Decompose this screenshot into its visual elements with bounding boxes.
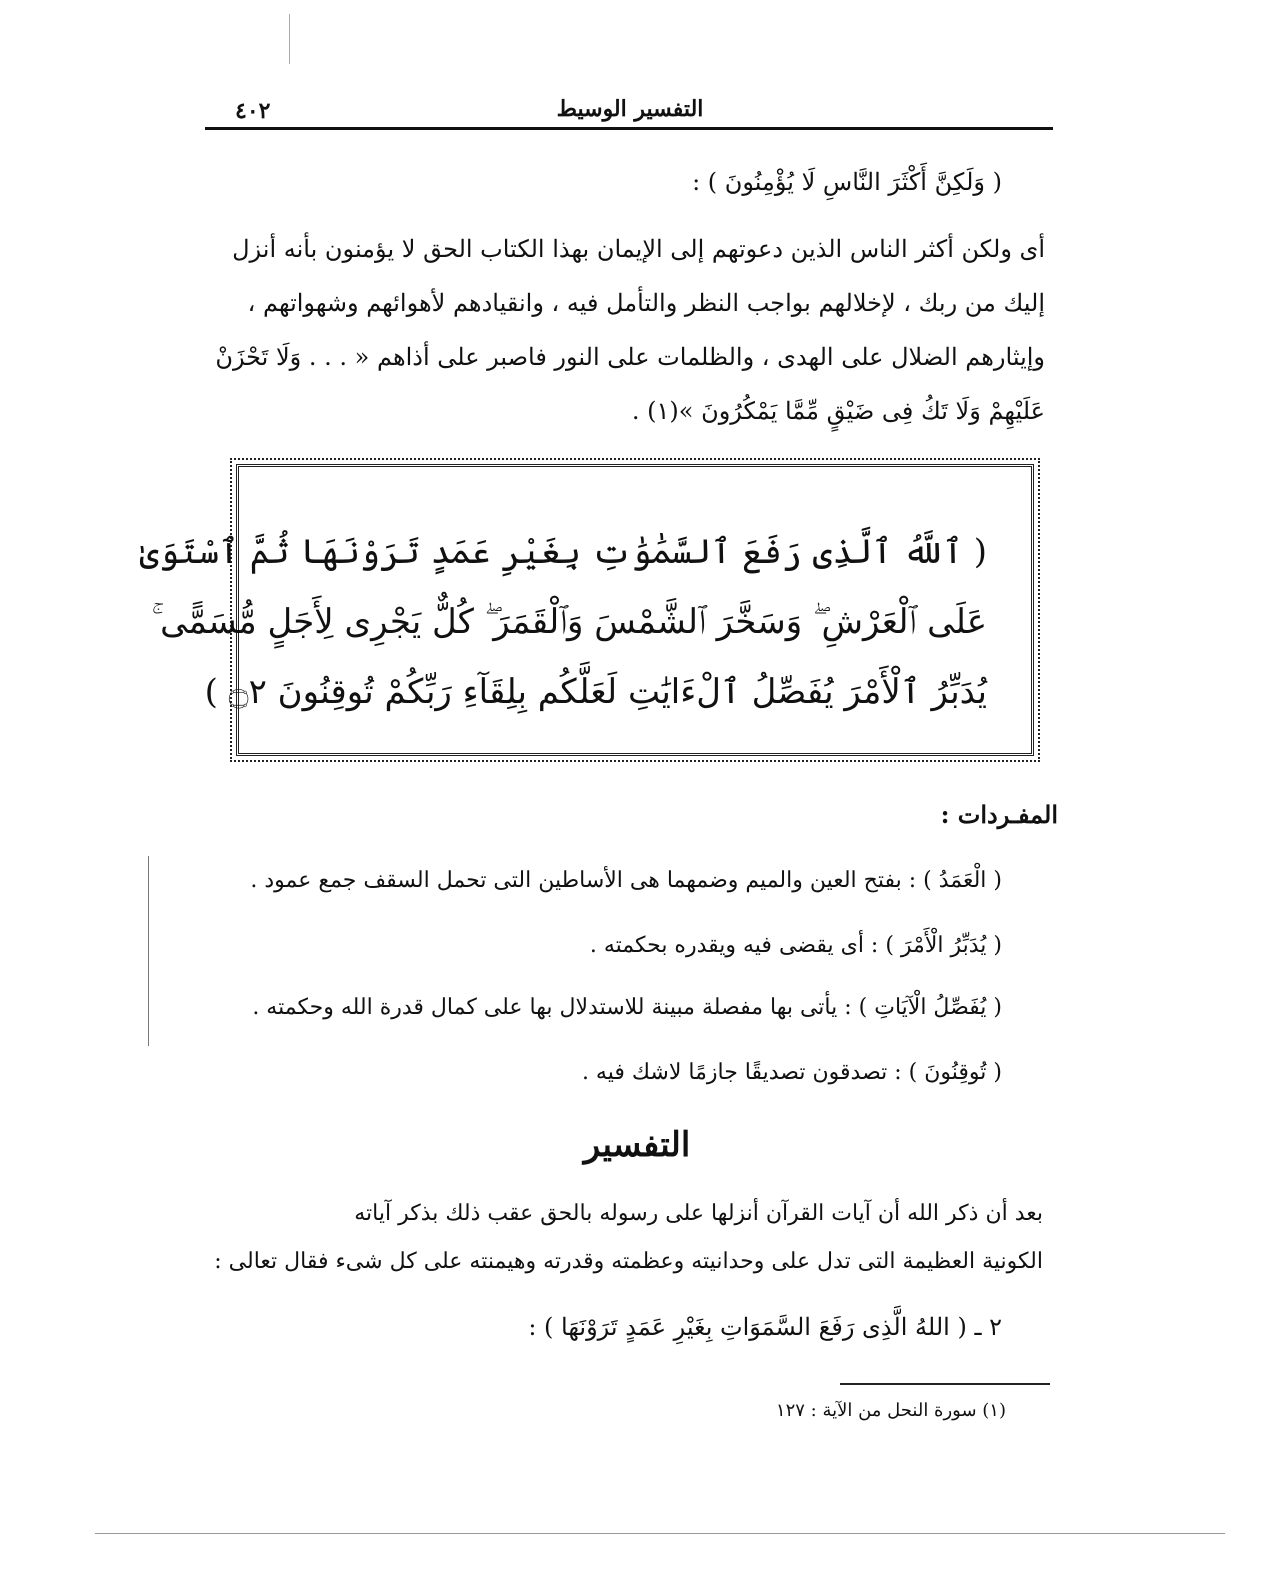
framed-verse-text [139,517,987,727]
scan-artifact-line [289,14,290,64]
commentary-line: وإيثارهم الضلال على الهدى ، والظلمات على النور فاصبر على أذاهم « . . . وَلَا تَحْزَنْ [215,343,1045,371]
framed-verse-line: عَلَى ٱلْعَرْشِ ۖ وَسَخَّرَ ٱلشَّمْسَ وَٱلْقَمَرَ ۖ كُلٌّ يَجْرِى لِأَجَلٍ مُّسَمًّى ۚ [151,602,987,642]
commentary-paragraph [210,222,1045,438]
page-number: ٤٠٢ [235,98,271,124]
vocabulary-item: ( الْعَمَدُ ) : بفتح العين والميم وضمهما هى الأساطين التى تحمل السقف جمع عمود . [250,868,1002,893]
header-rule [205,127,1053,130]
verse-two: ٢ ـ ( اللهُ الَّذِى رَفَعَ السَّمَوَاتِ بِغَيْرِ عَمَدٍ تَرَوْنَهَا ) : [528,1313,1002,1341]
commentary-line: إليك من ربك ، لإخلالهم بواجب النظر والتأمل فيه ، وانقيادهم لأهوائهم وشهواتهم ، [247,289,1045,317]
scan-edge-line [95,1533,1225,1534]
running-header [205,92,1055,130]
vocabulary-heading: المفـردات : [940,800,1058,829]
footnote-rule [840,1383,1050,1385]
framed-verse-line: ( ٱللَّهُ ٱلَّذِى رَفَعَ ٱلسَّمَٰوَٰتِ بِغَيْرِ عَمَدٍ تَرَوْنَهَا ثُمَّ ٱسْتَوَىٰ [139,532,987,572]
margin-mark [148,856,149,1046]
tafsir-intro-line: الكونية العظيمة التى تدل على وحدانيته وعظمته وقدرته وهيمنته على كل شىء فقال تعالى : [214,1249,1043,1274]
vocabulary-item: ( يُدَبِّرُ الْأَمْرَ ) : أى يقضى فيه ويقدره بحكمته . [589,933,1002,958]
commentary-line: عَلَيْهِمْ وَلَا تَكُ فِى ضَيْقٍ مِّمَّا يَمْكُرُونَ »(١) . [631,397,1045,425]
opening-verse: ( وَلَكِنَّ أَكْثَرَ النَّاسِ لَا يُؤْمِنُونَ ) : [692,168,1002,196]
vocabulary-item: ( تُوقِنُونَ ) : تصدقون تصديقًا جازمًا لاشك فيه . [581,1060,1002,1085]
ornamental-verse-frame [139,464,1034,756]
book-title: التفسير الوسيط [556,96,704,122]
tafsir-intro [205,1190,1043,1286]
tafsir-heading: التفسير [583,1125,691,1165]
footnote: (١) سورة النحل من الآية : ١٢٧ [775,1400,1006,1421]
tafsir-intro-line: بعد أن ذكر الله أن آيات القرآن أنزلها على رسوله بالحق عقب ذلك بذكر آياته [354,1201,1043,1226]
vocabulary-item: ( يُفَصِّلُ الْآيَاتِ ) : يأتى بها مفصلة مبينة للاستدلال بها على كمال قدرة الله وحكمته . [252,995,1002,1020]
commentary-line: أى ولكن أكثر الناس الذين دعوتهم إلى الإيمان بهذا الكتاب الحق لا يؤمنون بأنه أنزل [232,235,1045,263]
framed-verse-line: يُدَبِّرُ ٱلْأَمْرَ يُفَصِّلُ ٱلْءَايَٰتِ لَعَلَّكُم بِلِقَآءِ رَبِّكُمْ تُوقِنُونَ ۝٢ ) [204,672,987,712]
